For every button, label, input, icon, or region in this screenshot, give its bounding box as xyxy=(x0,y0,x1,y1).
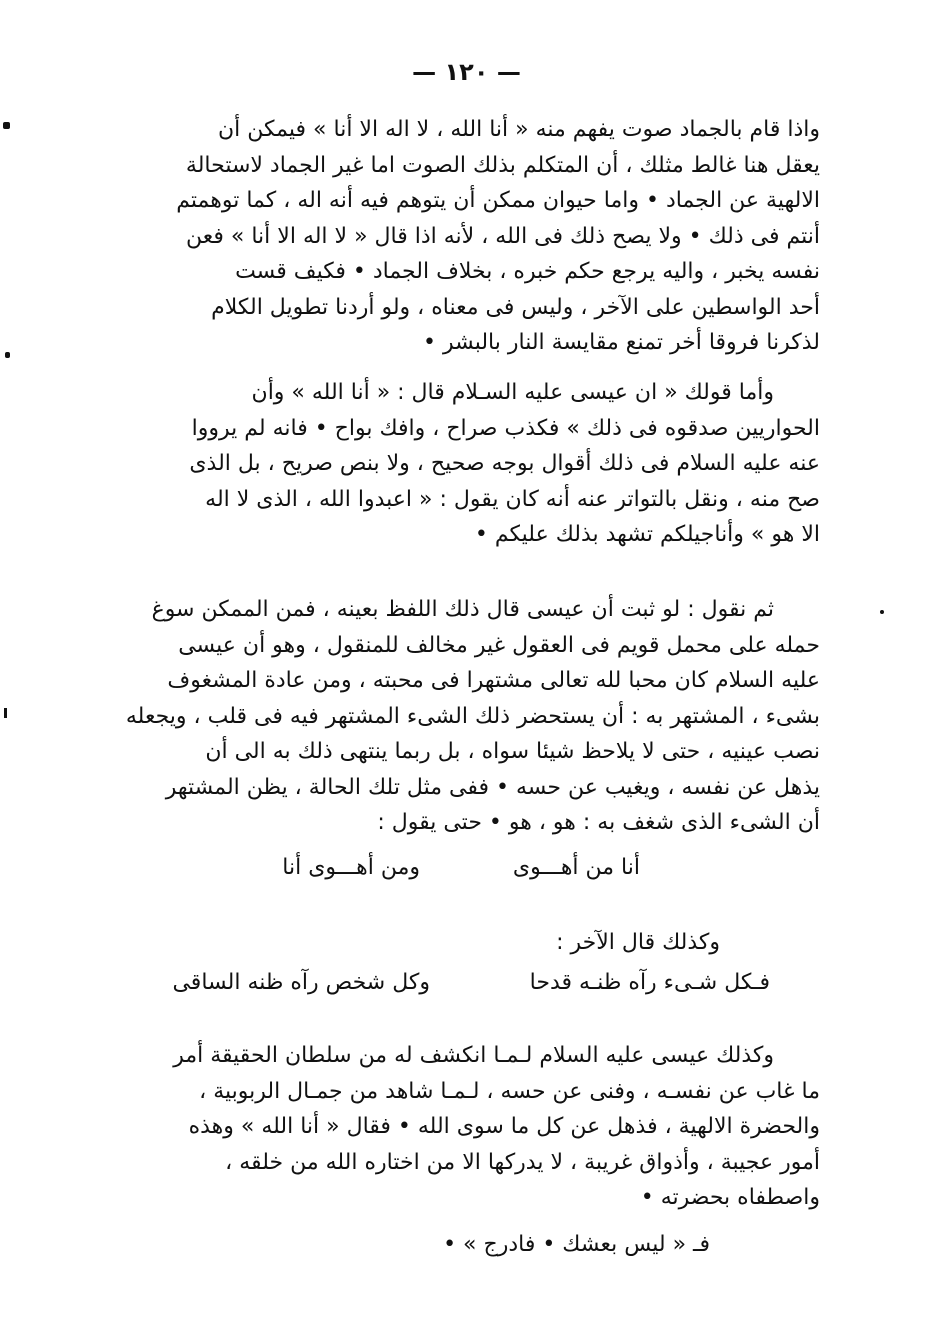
text-line: والحضرة الالهية ، فذهل عن كل ما سوى الله • فقال « أنا الله » وهذه xyxy=(188,1114,820,1139)
verse-2 xyxy=(110,970,820,1006)
text-line: عنه عليه السلام فى ذلك أقوال بوجه صحيح ، ولا بنص صريح ، بل الذى xyxy=(189,451,820,476)
verse-hemistich-left: وكل شخص رآه ظنه الساقى xyxy=(172,970,430,995)
text-line: وكذلك قال الآخر : xyxy=(556,930,720,955)
text-line: أحد الواسطين على الآخر ، وليس فى معناه ، ولو أردنا تطويل الكلام xyxy=(211,294,820,320)
paragraph-2 xyxy=(110,375,820,553)
paragraph-5 xyxy=(110,1038,820,1216)
text-line: أن الشىء الذى شغف به : هو ، هو • حتى يقول : xyxy=(377,810,820,835)
text-line: نصب عينيه ، حتى لا يلاحظ شيئا سواه ، بل ربما ينتهى ذلك به الى أن xyxy=(205,739,820,764)
margin-mark xyxy=(4,708,7,718)
paragraph-1 xyxy=(110,112,820,361)
margin-mark xyxy=(3,122,10,129)
text-line: وكذلك عيسى عليه السلام لـمـا انكشف له من سلطان الحقيقة أمر xyxy=(173,1043,774,1068)
margin-mark xyxy=(5,352,10,358)
paragraph-3 xyxy=(110,592,820,841)
closing-line xyxy=(110,1232,820,1268)
text-line: يذهل عن نفسه ، ويغيب عن حسه • ففى مثل تلك الحالة ، يظن المشتهر xyxy=(165,774,820,800)
verse-hemistich-right: أنا من أهـــوى xyxy=(512,855,640,880)
text-line: أنتم فى ذلك • ولا يصح ذلك فى الله ، لأنه اذا قال « لا اله الا أنا » فعن xyxy=(186,223,820,249)
closing-text: فـ « ليس بعشك • فادرج » • xyxy=(443,1232,710,1257)
verse-hemistich-right: فـكل شـىء رآه ظنـه قدحا xyxy=(529,970,770,995)
text-line: نفسه يخبر ، واليه يرجع حكم خبره ، بخلاف الجماد • فكيف قست xyxy=(235,259,820,284)
page-number: — ١٢٠ — xyxy=(412,58,521,86)
paragraph-4 xyxy=(110,925,820,961)
text-line: الالهية عن الجماد • واما حيوان ممكن أن يتوهم فيه أنه اله ، كما توهمتم xyxy=(176,188,820,213)
text-line: الحواريين صدقوه فى ذلك » فكذب صراح ، وافك بواح • فانه لم يرووا xyxy=(191,415,820,441)
text-line: لذكرنا فروقا أخر تمنع مقايسة النار بالبشر • xyxy=(422,330,820,355)
text-line: صح منه ، ونقل بالتواتر عنه أنه كان يقول : « اعبدوا الله ، الذى لا اله xyxy=(205,486,820,512)
text-line: بشىء ، المشتهر به : أن يستحضر ذلك الشىء المشتهر فيه فى قلب ، ويجعله xyxy=(125,703,820,729)
verse-hemistich-left: ومن أهـــوى أنا xyxy=(282,855,420,880)
margin-mark xyxy=(880,610,884,614)
text-line: واصطفاه بحضرته • xyxy=(640,1185,820,1210)
text-line: أمور عجيبة ، وأذواق غريبة ، لا يدركها الا من اختاره الله من خلقه ، xyxy=(225,1149,820,1175)
text-line: الا هو » وأناجيلكم تشهد بذلك عليكم • xyxy=(474,522,820,547)
verse-1 xyxy=(110,855,820,891)
text-line: واذا قام بالجماد صوت يفهم منه « أنا الله ، لا اله الا أنا » فيمكن أن xyxy=(218,117,820,142)
text-line: ثم نقول : لو ثبت أن عيسى قال ذلك اللفظ بعينه ، فمن الممكن سوغ xyxy=(151,597,774,622)
text-line: ما غاب عن نفسـه ، وفنى عن حسه ، لـمـا شاهد من جمـال الربوبية ، xyxy=(199,1078,820,1104)
text-line: وأما قولك « ان عيسى عليه السـلام قال : « أنا الله » وأن xyxy=(251,380,774,405)
text-line: يعقل هنا غالط مثلك ، أن المتكلم بذلك الصوت اما غير الجماد لاستحالة xyxy=(185,152,820,178)
text-line: عليه السلام كان محبا لله تعالى مشتهرا فى محبته ، ومن عادة المشغوف xyxy=(167,668,820,693)
text-line: حمله على محمل قويم فى العقول غير مخالف للمنقول ، وهو أن عيسى xyxy=(178,632,820,658)
